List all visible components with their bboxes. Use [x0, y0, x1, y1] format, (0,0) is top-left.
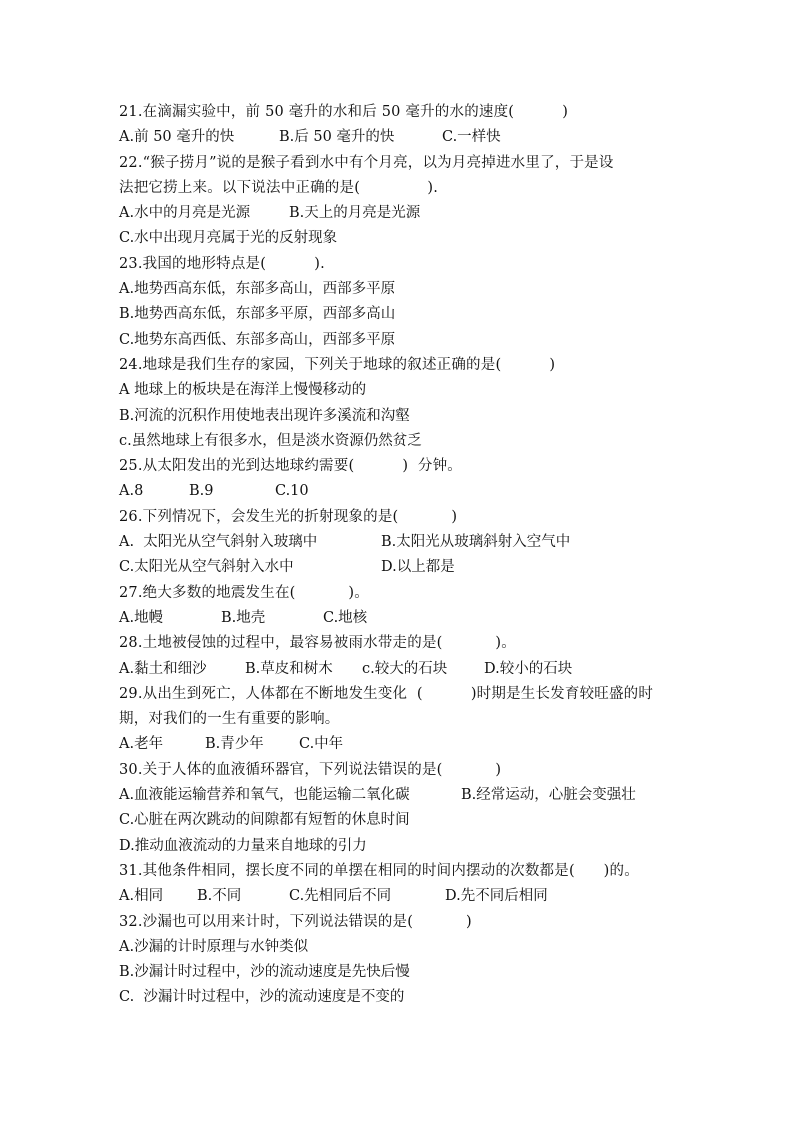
answer-option: B.沙漏计时过程中，沙的流动速度是先快后慢 [119, 964, 410, 981]
option-row [119, 125, 679, 150]
option-row [119, 606, 679, 631]
question-31 [119, 859, 679, 910]
question-stem-line: 28.土地被侵蚀的过程中，最容易被雨水带走的是( )。 [119, 635, 516, 652]
answer-option: B.草皮和树木 [245, 660, 333, 677]
option-row [119, 404, 679, 429]
answer-option: A 地球上的板块是在海洋上慢慢移动的 [119, 382, 367, 399]
question-22 [119, 151, 679, 252]
option-row [119, 479, 679, 504]
option-row [119, 985, 679, 1010]
option-row [119, 834, 679, 859]
answer-option: C.心脏在两次跳动的间隙都有短暂的休息时间 [119, 812, 410, 829]
option-row [119, 935, 679, 960]
option-row [119, 530, 679, 555]
option-row [119, 378, 679, 403]
answer-option: A.相同 [119, 888, 164, 905]
answer-option: D.以上都是 [381, 559, 455, 576]
question-32 [119, 910, 679, 1011]
answer-option: C. 沙漏计时过程中，沙的流动速度是不变的 [119, 989, 405, 1006]
question-stem-line: 法把它捞上来。以下说法中正确的是( ). [119, 179, 439, 196]
question-27 [119, 581, 679, 632]
option-row [119, 657, 679, 682]
answer-option: B.青少年 [205, 736, 264, 753]
question-stem-line: 30.关于人体的血液循环器官，下列说法错误的是( ) [119, 761, 502, 778]
answer-option: A.血液能运输营养和氧气，也能运输二氧化碳 [119, 787, 410, 804]
answer-option: c.虽然地球上有很多水，但是淡水资源仍然贫乏 [119, 432, 422, 449]
question-21 [119, 100, 679, 151]
question-24 [119, 353, 679, 454]
answer-option: A. 太阳光从空气斜射入玻璃中 [119, 534, 318, 551]
question-stem-line: 32.沙漏也可以用来计时，下列说法错误的是( ) [119, 913, 472, 930]
option-row [119, 732, 679, 757]
option-row [119, 960, 679, 985]
answer-option: C.10 [275, 483, 309, 500]
question-30 [119, 758, 679, 859]
answer-option: C.水中出现月亮属于光的反射现象 [119, 230, 338, 247]
answer-option: B.不同 [197, 888, 242, 905]
question-29 [119, 682, 679, 758]
question-stem-line: 22.“猴子捞月”说的是猴子看到水中有个月亮，以为月亮掉进水里了，于是设 [119, 154, 614, 171]
option-row [119, 302, 679, 327]
answer-option: C.地势东高西低、东部多高山，西部多平原 [119, 331, 396, 348]
question-26 [119, 505, 679, 581]
question-sheet [119, 100, 679, 1011]
option-row [119, 277, 679, 302]
answer-option: B.地势西高东低，东部多平原，西部多高山 [119, 306, 396, 323]
question-stem-line: 期，对我们的一生有重要的影响。 [119, 711, 340, 728]
answer-option: D.较小的石块 [484, 660, 573, 677]
answer-option: B.太阳光从玻璃斜射入空气中 [381, 534, 571, 551]
answer-option: A.水中的月亮是光源 [119, 205, 251, 222]
answer-option: D.先不同后相同 [445, 888, 548, 905]
question-stem-line: 21.在滴漏实验中，前 50 毫升的水和后 50 毫升的水的速度( ) [119, 104, 569, 120]
option-row [119, 808, 679, 833]
answer-option: A.黏土和细沙 [119, 660, 207, 677]
answer-option: C.地核 [323, 609, 368, 626]
option-row [119, 555, 679, 580]
answer-option: B.河流的沉积作用使地表出现许多溪流和沟壑 [119, 407, 410, 424]
answer-option: C.先相同后不同 [289, 888, 392, 905]
question-23 [119, 252, 679, 353]
option-row [119, 884, 679, 909]
option-row [119, 328, 679, 353]
option-row [119, 201, 679, 226]
question-stem-line: 24.地球是我们生存的家园，下列关于地球的叙述正确的是( ) [119, 356, 556, 373]
answer-option: B.地壳 [221, 609, 266, 626]
answer-option: B.9 [189, 483, 214, 500]
answer-option: A.8 [119, 483, 144, 500]
answer-option: C.一样快 [442, 129, 501, 146]
option-row [119, 226, 679, 251]
answer-option: A.老年 [119, 736, 164, 753]
answer-option: A.地幔 [119, 609, 164, 626]
answer-option: A.前 50 毫升的快 [119, 129, 235, 146]
question-stem-line: 31.其他条件相同，摆长度不同的单摆在相同的时间内摆动的次数都是( )的。 [119, 862, 639, 879]
answer-option: c.较大的石块 [362, 660, 448, 677]
question-25 [119, 454, 679, 505]
answer-option: B.天上的月亮是光源 [289, 205, 421, 222]
question-stem-line: 27.绝大多数的地震发生在( )。 [119, 584, 369, 601]
option-row [119, 429, 679, 454]
question-stem-line: 26.下列情况下，会发生光的折射现象的是( ) [119, 508, 458, 525]
answer-option: C.中年 [299, 736, 344, 753]
answer-option: A.地势西高东低，东部多高山，西部多平原 [119, 281, 396, 298]
question-stem-line: 29.从出生到死亡，人体都在不断地发生变化 ( )时期是生长发育较旺盛的时 [119, 685, 654, 702]
answer-option: A.沙漏的计时原理与水钟类似 [119, 938, 309, 955]
answer-option: B.后 50 毫升的快 [279, 129, 395, 146]
option-row [119, 783, 679, 808]
question-28 [119, 631, 679, 682]
answer-option: D.推动血液流动的力量来自地球的引力 [119, 837, 367, 854]
answer-option: C.太阳光从空气斜射入水中 [119, 559, 294, 576]
question-stem-line: 23.我国的地形特点是( ). [119, 255, 325, 272]
answer-option: B.经常运动，心脏会变强壮 [461, 787, 636, 804]
question-stem-line: 25.从太阳发出的光到达地球约需要( ) 分钟。 [119, 458, 462, 475]
